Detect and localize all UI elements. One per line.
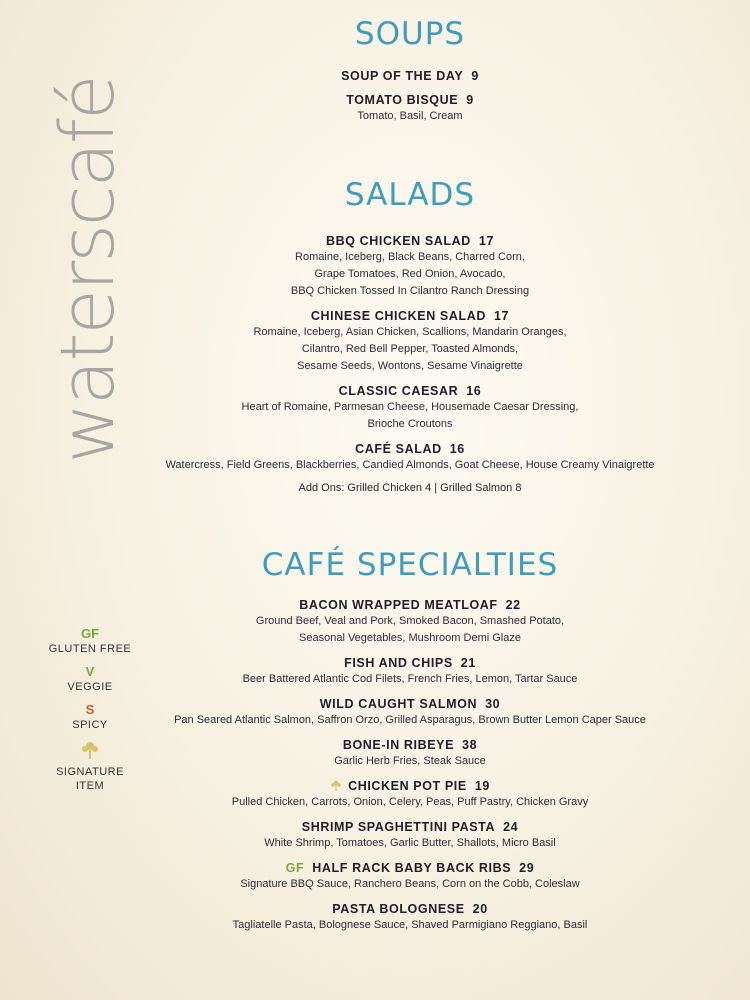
item-description: Cilantro, Red Bell Pepper, Toasted Almonds, [301, 343, 519, 355]
item-name: PASTA BOLOGNESE [332, 902, 465, 916]
item-price: 29 [519, 861, 535, 875]
item-price: 17 [478, 234, 495, 248]
item-description: Romaine, Iceberg, Black Beans, Charred Corn, [295, 251, 525, 263]
item-description: Sesame Seeds, Wontons, Sesame Vinaigrette [297, 360, 523, 372]
item-name: TOMATO BISQUE [346, 93, 459, 107]
legend-signature [40, 740, 140, 793]
item-price: 24 [503, 820, 519, 834]
item-description: Pulled Chicken, Carrots, Onion, Celery, Peas, Puff Pastry, Chicken Gravy [231, 796, 589, 808]
item-description: Garlic Herb Fries, Steak Sauce [334, 755, 486, 767]
item-price: 9 [466, 93, 474, 107]
menu-item [160, 597, 660, 647]
item-name: BONE-IN RIBEYE [342, 738, 455, 752]
specialties-list [160, 597, 660, 934]
item-price: 20 [472, 902, 488, 916]
item-price: 19 [474, 779, 490, 793]
menu-item [160, 655, 660, 688]
brand-logo: waterscafé [45, 76, 131, 464]
soups-list [160, 68, 660, 125]
item-name: WILD CAUGHT SALMON [319, 697, 478, 711]
menu-item [160, 778, 660, 811]
menu-item [160, 696, 660, 729]
item-price: 16 [449, 442, 465, 456]
menu-body [160, 0, 660, 934]
item-price: 38 [462, 738, 478, 752]
legend-veggie [40, 664, 140, 694]
item-name: FISH AND CHIPS [344, 656, 453, 670]
item-description: Pan Seared Atlantic Salmon, Saffron Orzo, Grilled Asparagus, Brown Butter Lemon Caper Sauce [174, 714, 646, 726]
item-price: 22 [505, 598, 521, 612]
menu-item [160, 308, 660, 375]
item-name: CHICKEN POT PIE [348, 779, 467, 793]
item-name: HALF RACK BABY BACK RIBS [312, 861, 512, 875]
item-description: White Shrimp, Tomatoes, Garlic Butter, Shallots, Micro Basil [264, 837, 556, 849]
item-description: Romaine, Iceberg, Asian Chicken, Scallions, Mandarin Oranges, [253, 326, 567, 338]
item-description: Watercress, Field Greens, Blackberries, Candied Almonds, Goat Cheese, House Creamy Vinaigrette [165, 459, 655, 471]
signature-label-line1: SIGNATURE [56, 766, 124, 778]
menu-item [160, 383, 660, 433]
item-description: Beer Battered Atlantic Cod Filets, French Fries, Lemon, Tartar Sauce [242, 673, 578, 685]
item-name: BBQ CHICKEN SALAD [325, 234, 471, 248]
veggie-label: VEGGIE [67, 681, 113, 693]
menu-item [160, 901, 660, 934]
item-description: BBQ Chicken Tossed In Cilantro Ranch Dressing [290, 285, 530, 297]
signature-tree-icon [330, 779, 342, 792]
item-description: Seasonal Vegetables, Mushroom Demi Glaze [299, 632, 521, 644]
gluten-free-code: GF [80, 626, 100, 641]
legend-spicy [40, 702, 140, 732]
item-description: Heart of Romaine, Parmesan Cheese, Housemade Caesar Dressing, [241, 401, 579, 413]
item-price: 21 [460, 656, 476, 670]
item-name: SHRIMP SPAGHETTINI PASTA [301, 820, 496, 834]
item-description: Tomato, Basil, Cream [357, 110, 463, 122]
item-name: BACON WRAPPED MEATLOAF [299, 598, 498, 612]
menu-item [160, 819, 660, 852]
item-name: SOUP OF THE DAY [341, 69, 464, 83]
salads-list [160, 233, 660, 497]
dietary-legend [40, 626, 140, 801]
gluten-free-label: GLUTEN FREE [48, 643, 132, 655]
item-price: 16 [466, 384, 482, 398]
menu-item [160, 92, 660, 125]
item-price: 30 [485, 697, 501, 711]
item-name: CHINESE CHICKEN SALAD [310, 309, 486, 323]
menu-item [160, 441, 660, 474]
spicy-label: SPICY [72, 719, 108, 731]
menu-item [160, 68, 660, 84]
item-name: CLASSIC CAESAR [338, 384, 459, 398]
item-price: 17 [494, 309, 510, 323]
item-description: Brioche Croutons [367, 418, 453, 430]
item-name: CAFÉ SALAD [355, 442, 442, 456]
item-description: Ground Beef, Veal and Pork, Smoked Bacon, Smashed Potato, [255, 615, 565, 627]
salads-title: SALADS [344, 177, 476, 213]
soups-title: SOUPS [354, 16, 466, 52]
item-description: Grape Tomatoes, Red Onion, Avocado, [314, 268, 506, 280]
veggie-code: V [85, 664, 95, 679]
spicy-code: S [85, 702, 95, 717]
menu-item [160, 233, 660, 300]
menu-item [160, 860, 660, 893]
item-price: 9 [471, 69, 479, 83]
item-description: Tagliatelle Pasta, Bolognese Sauce, Shaved Parmigiano Reggiano, Basil [232, 919, 588, 931]
signature-tree-icon [80, 740, 100, 760]
salad-addons: Add Ons: Grilled Chicken 4 | Grilled Salmon 8 [298, 482, 522, 494]
signature-label-line2: ITEM [75, 780, 105, 792]
legend-gluten-free [40, 626, 140, 656]
item-description: Signature BBQ Sauce, Ranchero Beans, Corn on the Cobb, Coleslaw [240, 878, 580, 890]
gluten-free-tag: GF [285, 861, 305, 875]
specialties-title: CAFÉ SPECIALTIES [261, 547, 559, 583]
menu-item [160, 737, 660, 770]
